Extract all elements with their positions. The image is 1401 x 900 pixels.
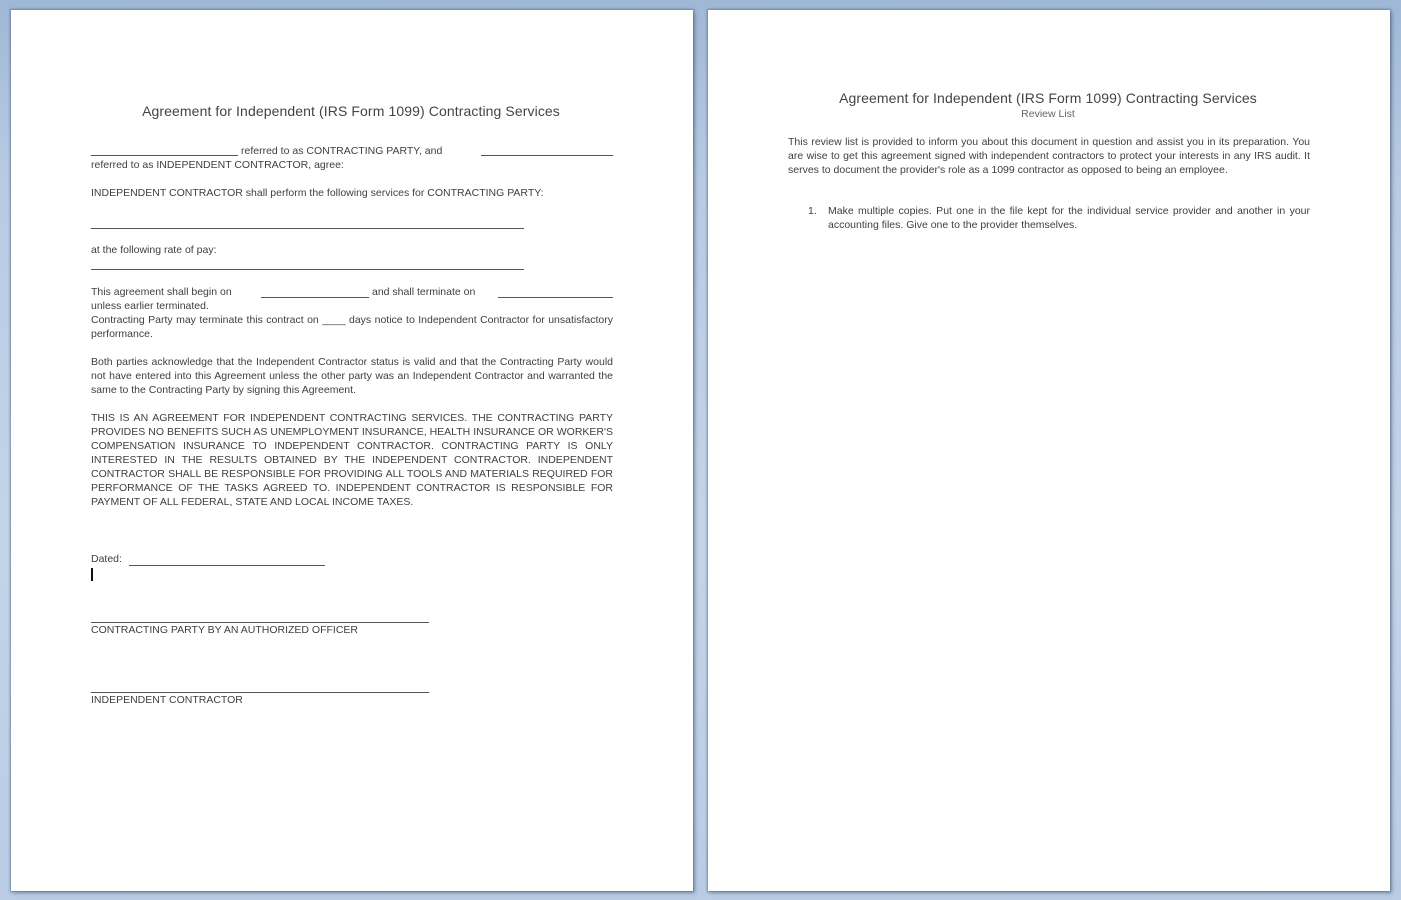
acknowledge-paragraph: Both parties acknowledge that the Independent Contractor status is valid and that the Contracting Party would not have entered into this Agreement unless the other party was an Independent Contractor and warranted the same to the Contracting Party by signing this Agreement. — [91, 356, 613, 396]
rate-label: at the following rate of pay: — [91, 244, 217, 256]
term-unless-text: unless earlier terminated. — [91, 300, 209, 312]
blank-services[interactable] — [91, 228, 524, 229]
blank-independent-contractor[interactable] — [481, 155, 613, 156]
document-page-2 — [708, 10, 1390, 891]
dated-label: Dated: — [91, 553, 122, 565]
document-page-1 — [11, 10, 693, 891]
disclaimer-paragraph: THIS IS AN AGREEMENT FOR INDEPENDENT CONTRACTING SERVICES. THE CONTRACTING PARTY PROVIDES NO BENEFITS SUCH AS UNEMPLOYMENT INSURANCE, HEALTH INSURANCE OR WORKER'S COMPENSATION INSURANCE TO INDEPENDENT CONTRACTOR. CONTRACTING PARTY IS ONLY INTERESTED IN THE RESULTS OBTAINED BY THE INDEPENDENT CONTRACTOR. INDEPENDENT CONTRACTOR SHALL BE RESPONSIBLE FOR PROVIDING ALL TOOLS AND MATERIALS REQUIRED FOR PERFORMANCE OF THE TASKS AGREED TO. INDEPENDENT CONTRACTOR IS RESPONSIBLE FOR PAYMENT OF ALL FEDERAL, STATE AND LOCAL INCOME TAXES. — [91, 412, 613, 508]
blank-date[interactable] — [129, 565, 325, 566]
contracting-party-text: referred to as CONTRACTING PARTY, and — [241, 145, 443, 157]
blank-begin-date[interactable] — [261, 297, 369, 298]
page-subtitle: Review List — [1021, 108, 1075, 120]
signature-label-contracting-party: CONTRACTING PARTY BY AN AUTHORIZED OFFICER — [91, 624, 359, 636]
blank-contracting-party[interactable] — [91, 155, 238, 156]
independent-contractor-text: referred to as INDEPENDENT CONTRACTOR, agree: — [91, 159, 344, 171]
term-begin-text: This agreement shall begin on — [91, 286, 232, 298]
notice-paragraph: Contracting Party may terminate this contract on ____ days notice to Independent Contractor for unsatisfactory performance. — [91, 314, 613, 340]
page-title: Agreement for Independent (IRS Form 1099) Contracting Services — [142, 103, 560, 119]
text-cursor — [91, 568, 93, 581]
services-paragraph: INDEPENDENT CONTRACTOR shall perform the following services for CONTRACTING PARTY: — [91, 187, 544, 199]
term-end-text: and shall terminate on — [372, 286, 476, 298]
list-item-number: 1. — [808, 205, 817, 217]
list-item-text: Make multiple copies. Put one in the file kept for the individual service provider and another in your accounting files. Give one to the provider themselves. — [828, 205, 1310, 231]
blank-end-date[interactable] — [498, 297, 613, 298]
signature-label-independent-contractor: INDEPENDENT CONTRACTOR — [91, 694, 243, 706]
blank-rate[interactable] — [91, 269, 524, 270]
intro-paragraph: This review list is provided to inform you about this document in question and assist you in its preparation. You are wise to get this agreement signed with independent contractors to protect your interests in any IRS audit. It serves to document the provider's role as a 1099 contractor as opposed to being an employee. — [788, 136, 1310, 176]
page-title: Agreement for Independent (IRS Form 1099) Contracting Services — [839, 90, 1257, 106]
